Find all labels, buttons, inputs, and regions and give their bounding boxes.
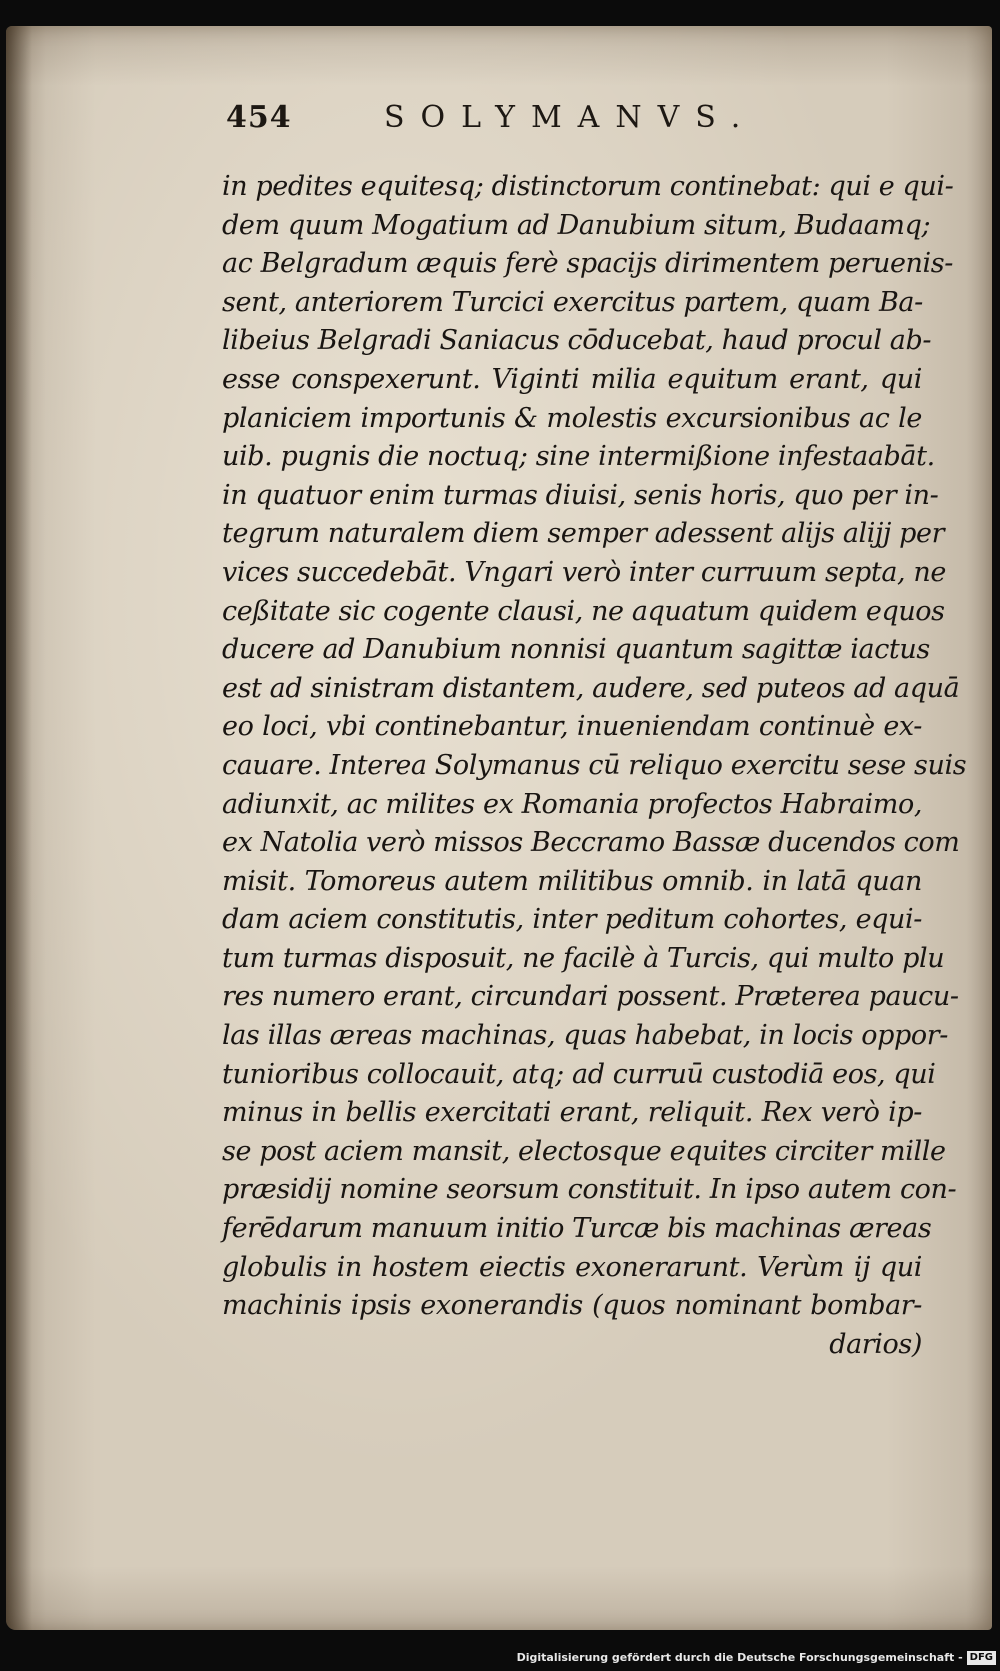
- text-line: dem quum Mogatium ad Danubium situm, Budaamq;: [222, 209, 931, 241]
- text-line: ceßitate sic cogente clausi, ne aquatum quidem equos: [222, 595, 945, 627]
- page-spine-shadow: [6, 26, 32, 1630]
- text-line: tegrum naturalem diem semper adessent alijs alijj per: [222, 518, 945, 550]
- text-line: uib. pugnis die noctuq; sine intermißione infestaabāt.: [222, 441, 935, 473]
- text-line: dam aciem constitutis, inter peditum cohortes, equi-: [222, 904, 922, 936]
- text-line: planiciem importunis & molestis excursionibus ac le: [222, 402, 922, 434]
- text-line: cauare. Interea Solymanus cū reliquo exercitu sese suis: [222, 749, 967, 781]
- text-line: præsidij nomine seorsum constituit. In ipso autem con-: [222, 1174, 957, 1206]
- text-line: sent, anteriorem Turcici exercitus partem, quam Ba-: [222, 286, 923, 318]
- text-line: ducere ad Danubium nonnisi quantum sagittæ iactus: [222, 634, 930, 666]
- text-line: minus in bellis exercitati erant, reliquit. Rex verò ip-: [222, 1097, 922, 1129]
- text-line: in quatuor enim turmas diuisi, senis horis, quo per in-: [222, 479, 939, 511]
- text-line: vices succedebāt. Vngari verò inter curruum septa, ne: [222, 556, 946, 588]
- body-text: [222, 168, 967, 1364]
- dfg-logo: DFG: [967, 1651, 996, 1665]
- credit-text: Digitalisierung gefördert durch die Deutsche Forschungsgemeinschaft -: [516, 1651, 963, 1664]
- text-line: tunioribus collocauit, atq; ad curruū custodiā eos, qui: [222, 1058, 936, 1090]
- text-line: tum turmas disposuit, ne facilè à Turcis, qui multo plu: [222, 942, 945, 974]
- running-title: SOLYMANVS.: [384, 100, 757, 135]
- text-line: ac Belgradum æquis ferè spacijs dirimentem peruenis-: [222, 248, 953, 280]
- text-line: in pedites equitesq; distinctorum continebat: qui e qui-: [222, 171, 954, 202]
- digitization-credit: [0, 1648, 996, 1668]
- text-line: globulis in hostem eiectis exonerarunt. Verùm ij qui: [222, 1251, 922, 1283]
- text-line: eo loci, vbi continebantur, inueniendam continuè ex-: [222, 711, 922, 743]
- text-line: ex Natolia verò missos Beccramo Bassæ ducendos com: [222, 827, 960, 859]
- text-line: darios): [829, 1328, 922, 1360]
- text-line: libeius Belgradi Saniacus cōducebat, haud procul ab-: [222, 325, 932, 357]
- text-line: res numero erant, circundari possent. Præterea paucu-: [222, 981, 959, 1013]
- text-line: machinis ipsis exonerandis (quos nominant bombar-: [222, 1290, 922, 1322]
- text-line: se post aciem mansit, electosque equites circiter mille: [222, 1135, 946, 1167]
- text-line: misit. Tomoreus autem militibus omnib. in latā quan: [222, 865, 922, 897]
- text-line: ferēdarum manuum initio Turcæ bis machinas æreas: [222, 1213, 932, 1245]
- text-line: las illas æreas machinas, quas habebat, in locis oppor-: [222, 1020, 948, 1052]
- page-header: [226, 100, 786, 150]
- text-line: adiunxit, ac milites ex Romania profectos Habraimo,: [222, 788, 922, 820]
- text-line: esse conspexerunt. Viginti milia equitum erant, qui: [222, 363, 922, 395]
- page-number: 454: [226, 100, 292, 135]
- text-line: est ad sinistram distantem, audere, sed puteos ad aquā: [222, 672, 960, 704]
